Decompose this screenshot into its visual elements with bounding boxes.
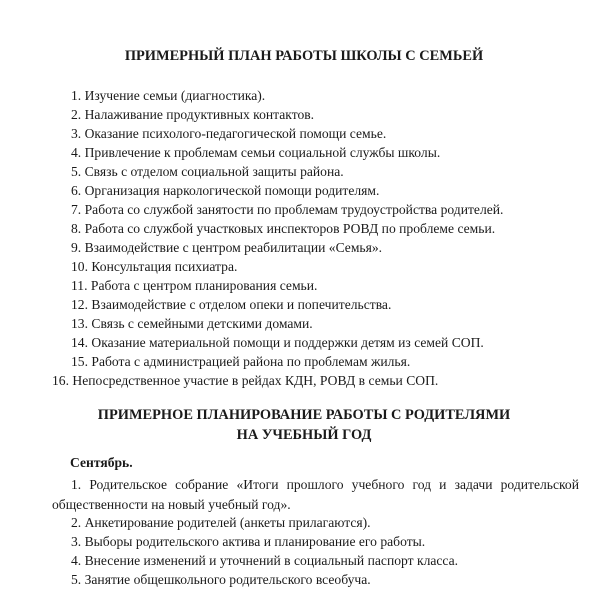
list-item: 4. Привлечение к проблемам семьи социальной службы школы. [71, 145, 441, 160]
planning-title-line1: ПРИМЕРНОЕ ПЛАНИРОВАНИЕ РАБОТЫ С РОДИТЕЛЯМИ [97, 407, 511, 423]
sept-item-1: 1. Родительское собрание «Итоги прошлого учебного год и задачи родительской общественности на новый учебный год». [52, 477, 579, 512]
list-item: 5. Связь с отделом социальной защиты района. [71, 164, 344, 179]
list-item: 8. Работа со службой участковых инспекторов РОВД по проблеме семьи. [71, 221, 496, 236]
list-item: 15. Работа с администрацией района по проблемам жилья. [71, 354, 411, 369]
list-item: 2. Анкетирование родителей (анкеты прилагаются). [71, 515, 371, 530]
list-item: 16. Непосредственное участие в рейдах КДН, РОВД в семьи СОП. [52, 373, 439, 388]
list-item: 2. Налаживание продуктивных контактов. [71, 107, 315, 122]
list-item: 11. Работа с центром планирования семьи. [71, 278, 318, 293]
list-item: 5. Занятие общешкольного родительского всеобуча. [71, 572, 371, 587]
month-heading: Сентябрь. [70, 455, 133, 470]
list-item: 3. Выборы родительского актива и планирование его работы. [71, 534, 426, 549]
plan-title: ПРИМЕРНЫЙ ПЛАН РАБОТЫ ШКОЛЫ С СЕМЬЕЙ [124, 48, 484, 64]
planning-title-line2: НА УЧЕБНЫЙ ГОД [236, 427, 372, 443]
list-item: 6. Организация наркологической помощи родителям. [71, 183, 380, 198]
list-item: 12. Взаимодействие с отделом опеки и попечительства. [71, 297, 392, 312]
list-item: 3. Оказание психолого-педагогической помощи семье. [71, 126, 387, 141]
list-item: 10. Консультация психиатра. [71, 259, 238, 274]
list-item: 13. Связь с семейными детскими домами. [71, 316, 313, 331]
list-item: 7. Работа со службой занятости по проблемам трудоустройства родителей. [71, 202, 504, 217]
list-item: 1. Изучение семьи (диагностика). [71, 88, 266, 103]
list-item: 14. Оказание материальной помощи и поддержки детям из семей СОП. [71, 335, 484, 350]
list-item: 9. Взаимодействие с центром реабилитации «Семья». [71, 240, 383, 255]
list-item: 4. Внесение изменений и уточнений в социальный паспорт класса. [71, 553, 459, 568]
